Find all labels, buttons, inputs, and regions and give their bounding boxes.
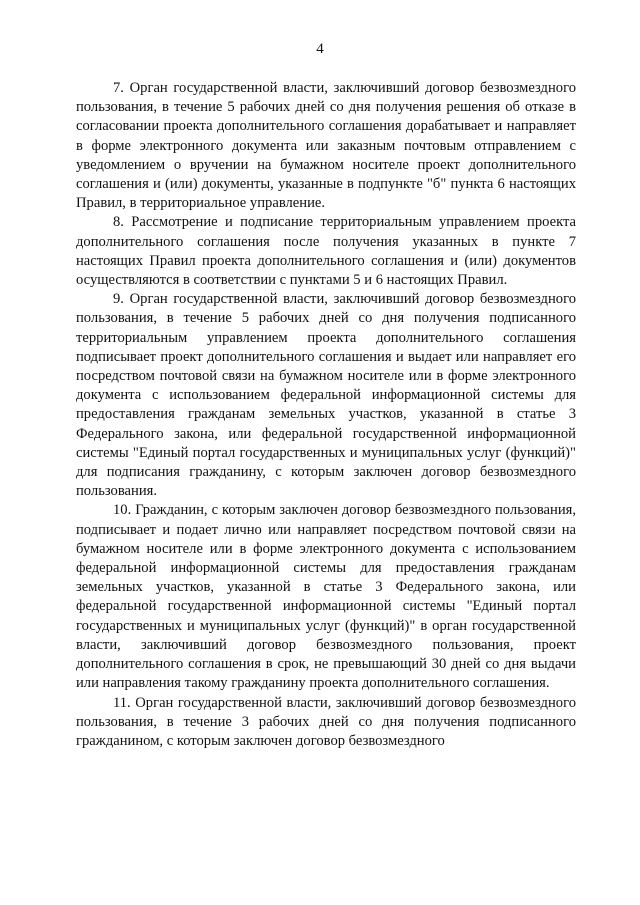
paragraph-9: 9. Орган государственной власти, заключивший договор безвозмездного пользования, в течение 5 рабочих дней со дня получения подписанного территориальным управлением проекта дополнительного соглашения подписывает проект дополнительного соглашения и выдает или направляет его посредством почтовой связи на бумажном носителе или в форме электронного документа с использованием федеральной информационной системы для предоставления гражданам земельных участков, указанной в статье 3 Федерального закона, или федеральной государственной информационной системы "Единый портал государственных и муниципальных услуг (функций)" для подписания гражданину, с которым заключен договор безвозмездного пользования. — [76, 291, 576, 500]
paragraph-8: 8. Рассмотрение и подписание территориальным управлением проекта дополнительного соглашения после получения указанных в пункте 7 настоящих Правил проекта дополнительного соглашения и (или) документов осуществляются в соответствии с пунктами 5 и 6 настоящих Правил. — [76, 214, 576, 289]
paragraph-10: 10. Гражданин, с которым заключен договор безвозмездного пользования, подписывает и подает лично или направляет посредством почтовой связи на бумажном носителе или в форме электронного документа с использованием федеральной информационной системы для предоставления гражданам земельных участков, указанной в статье 3 Федерального закона, или федеральной государственной информационной системы "Единый портал государственных и муниципальных услуг (функций)" в орган государственной власти, заключивший договор безвозмездного пользования, проект дополнительного соглашения в срок, не превышающий 30 дней со дня выдачи или направления такому гражданину проекта дополнительного соглашения. — [76, 502, 576, 692]
paragraph-7: 7. Орган государственной власти, заключивший договор безвозмездного пользования, в течение 5 рабочих дней со дня получения решения об отказе в согласовании проекта дополнительного соглашения дорабатывает и направляет в форме электронного документа или заказным почтовым отправлением с уведомлением о вручении на бумажном носителе проект дополнительного соглашения и (или) документы, указанные в подпункте "б" пункта 6 настоящих Правил, в территориальное управление. — [76, 80, 576, 212]
paragraph-11: 11. Орган государственной власти, заключивший договор безвозмездного пользования, в течение 3 рабочих дней со дня получения подписанного гражданином, с которым заключен договор безвозмездного — [76, 694, 576, 749]
page-number: 4 — [316, 41, 324, 57]
document-body — [76, 79, 576, 751]
